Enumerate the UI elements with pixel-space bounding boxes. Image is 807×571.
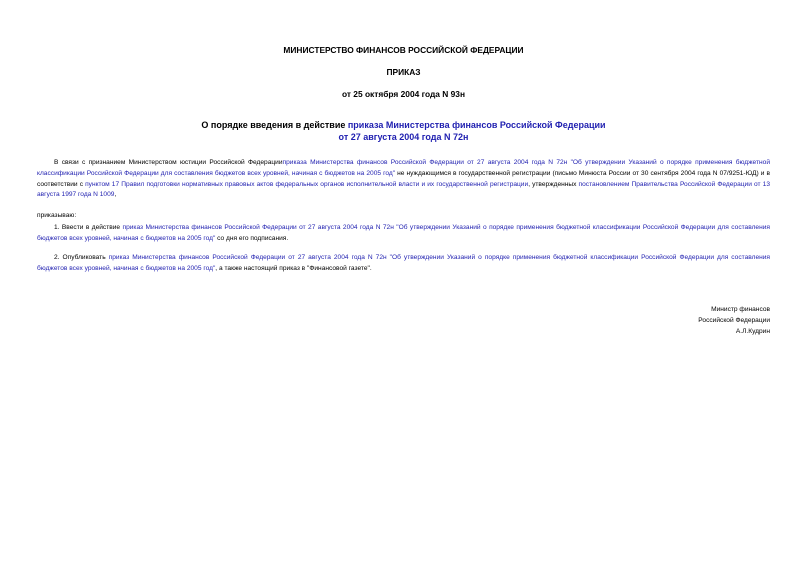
item2-text-2: , а также настоящий приказ в "Финансовой газете". — [215, 264, 372, 272]
intro-text-1: В связи с признанием Министерством юстиции Российской Федерации — [54, 159, 283, 166]
intro-link-resolution-1009[interactable]: постановлением Правительства Российской Федерации от 13 августа 1997 года N 1009 — [37, 180, 770, 199]
subject-prefix: О порядке введения в действие — [201, 120, 348, 130]
intro-link-rules-p17[interactable]: пунктом 17 Правил подготовки нормативных правовых актов федеральных органов исполнительной власти и их государственной регистрации — [85, 180, 529, 188]
signature-position: Министр финансов — [711, 306, 770, 313]
ministry-heading: МИНИСТЕРСТВО ФИНАНСОВ РОССИЙСКОЙ ФЕДЕРАЦИИ — [283, 45, 524, 55]
signature-name: А.Л.Кудрин — [735, 328, 770, 335]
order-title: ПРИКАЗ — [386, 67, 421, 77]
order-subject — [0, 119, 807, 143]
item1-link-order-72n[interactable]: приказ Министерства финансов Российской Федерации от 27 августа 2004 года N 72н "Об утверждении Указаний о порядке применения бюджетной классификации Российской Федерации для составления бюджетов всех уровней, начиная с бюджетов на 2005 год" — [37, 224, 770, 242]
intro-text-2: не нуждающимся в государственной регистрации (письмо Минюста России от 30 сентября 2004 года N 07/9251-ЮД) и в соответствии с — [37, 169, 770, 188]
signature-organization: Российской Федерации — [698, 317, 770, 324]
intro-text-4: , — [114, 191, 117, 199]
intro-text-3: , утвержденных — [528, 180, 579, 188]
order-date: от 25 октября 2004 года N 93н — [341, 89, 466, 99]
subject-link-line1[interactable]: приказа Министерства финансов Российской Федерации — [347, 120, 606, 130]
prikazyvayu-line: приказываю: — [37, 212, 77, 219]
subject-link-line2[interactable]: от 27 августа 2004 года N 72н — [338, 132, 469, 142]
item2-text-1: 2. Опубликовать — [54, 254, 109, 261]
signature-block — [698, 304, 770, 337]
item1-text-2: со дня его подписания. — [215, 234, 289, 242]
order-item-1 — [37, 223, 770, 245]
order-item-2 — [37, 253, 770, 275]
item2-link-order-72n[interactable]: приказ Министерства финансов Российской Федерации от 27 августа 2004 года N 72н "Об утверждении Указаний о порядке применения бюджетной классификации Российской Федерации для составления бюджетов всех уровней, начиная с бюджетов на 2005 год" — [37, 254, 771, 272]
item1-text-1: 1. Ввести в действие — [54, 224, 123, 231]
intro-link-order-72n[interactable]: приказа Министерства финансов Российской Федерации от 27 августа 2004 года N 72н "Об утверждении Указаний о порядке применения бюджетной классификации Российской Федерации для составления бюджетов всех уровней, начиная с бюджетов на 2005 год" — [37, 159, 771, 177]
intro-paragraph — [37, 158, 770, 201]
